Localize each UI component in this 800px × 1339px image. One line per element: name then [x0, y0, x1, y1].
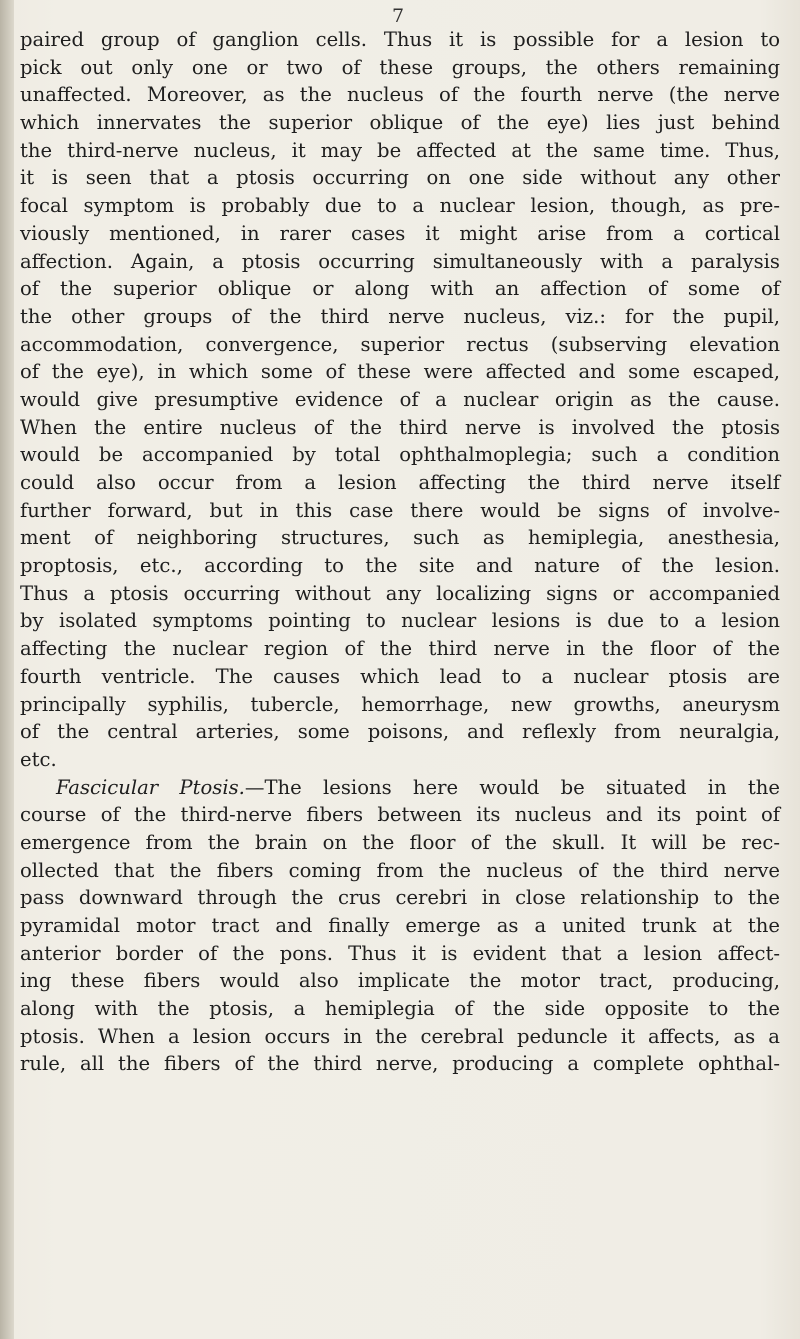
text-line: unaffected. Moreover, as the nucleus of the fourth nerve (the nerve: [20, 83, 780, 107]
text-line: ment of neighboring structures, such as hemiplegia, anesthesia,: [20, 526, 780, 550]
body-text: [20, 26, 780, 1078]
text-line: along with the ptosis, a hemiplegia of the side opposite to the: [20, 997, 780, 1021]
text-line: would be accompanied by total ophthalmoplegia; such a condition: [20, 443, 780, 467]
text-line: accommodation, convergence, superior rectus (subserving elevation: [20, 332, 780, 356]
text-line: proptosis, etc., according to the site and nature of the lesion.: [20, 554, 780, 578]
text-line: pyramidal motor tract and finally emerge as a united trunk at the: [20, 914, 780, 937]
section-heading: Fascicular Ptosis.: [56, 775, 245, 799]
text-line: which innervates the superior oblique of the eye) lies just behind: [20, 111, 780, 135]
text-line: it is seen that a ptosis occurring on one side without any other: [20, 166, 780, 190]
text-line: When the entire nucleus of the third nerve is involved the ptosis: [20, 415, 780, 439]
page-number: 7: [392, 5, 405, 27]
text-line: further forward, but in this case there would be signs of involve-: [20, 498, 780, 522]
text-line: pass downward through the crus cerebri in close relationship to the: [20, 886, 780, 910]
text-line: pick out only one or two of these groups, the others remaining: [20, 55, 780, 79]
text-line: rule, all the fibers of the third nerve, producing a complete ophthal-: [20, 1052, 780, 1076]
text-line: of the eye), in which some of these were affected and some escaped,: [20, 360, 780, 384]
text-line: principally syphilis, tubercle, hemorrhage, new growths, aneurysm: [20, 692, 780, 716]
text-line: of the central arteries, some poisons, and reflexly from neuralgia,: [20, 720, 780, 744]
text-line: would give presumptive evidence of a nuclear origin as the cause.: [20, 387, 780, 411]
paragraph-nuclear-ptosis: [20, 26, 780, 774]
text-line: anterior border of the pons. Thus it is evident that a lesion affect-: [20, 941, 780, 965]
text-line: of the superior oblique or along with an affection of some of: [20, 277, 780, 301]
section-first-line-text: —The lesions here would be situated in the: [244, 775, 780, 799]
text-line: affection. Again, a ptosis occurring simultaneously with a paralysis: [20, 249, 780, 273]
text-line: ollected that the fibers coming from the nucleus of the third nerve: [20, 858, 780, 882]
text-line: the other groups of the third nerve nucleus, viz.: for the pupil,: [20, 304, 780, 328]
text-line: fourth ventricle. The causes which lead to a nuclear ptosis are: [20, 664, 780, 688]
text-line: Thus a ptosis occurring without any localizing signs or accompanied: [20, 581, 780, 605]
paragraph-fascicular-ptosis: [20, 774, 780, 1079]
section-first-line: [20, 774, 780, 802]
text-line: ptosis. When a lesion occurs in the cerebral peduncle it affects, as a: [20, 1024, 780, 1048]
text-line: course of the third-nerve fibers between its nucleus and its point of: [20, 803, 780, 827]
text-line: viously mentioned, in rarer cases it might arise from a cortical: [20, 221, 780, 245]
text-line: etc.: [20, 747, 57, 771]
text-line: affecting the nuclear region of the third nerve in the floor of the: [20, 637, 780, 661]
text-line: ing these fibers would also implicate the motor tract, producing,: [20, 969, 780, 993]
text-line: the third-nerve nucleus, it may be affected at the same time. Thus,: [20, 138, 780, 162]
text-line: focal symptom is probably due to a nuclear lesion, though, as pre-: [20, 194, 780, 218]
text-line: could also occur from a lesion affecting the third nerve itself: [20, 471, 780, 494]
text-line: by isolated symptoms pointing to nuclear lesions is due to a lesion: [20, 609, 780, 633]
text-line: emergence from the brain on the floor of the skull. It will be rec-: [20, 830, 780, 854]
page-binding-edge: [0, 0, 14, 1339]
text-line: paired group of ganglion cells. Thus it is possible for a lesion to: [20, 28, 780, 51]
